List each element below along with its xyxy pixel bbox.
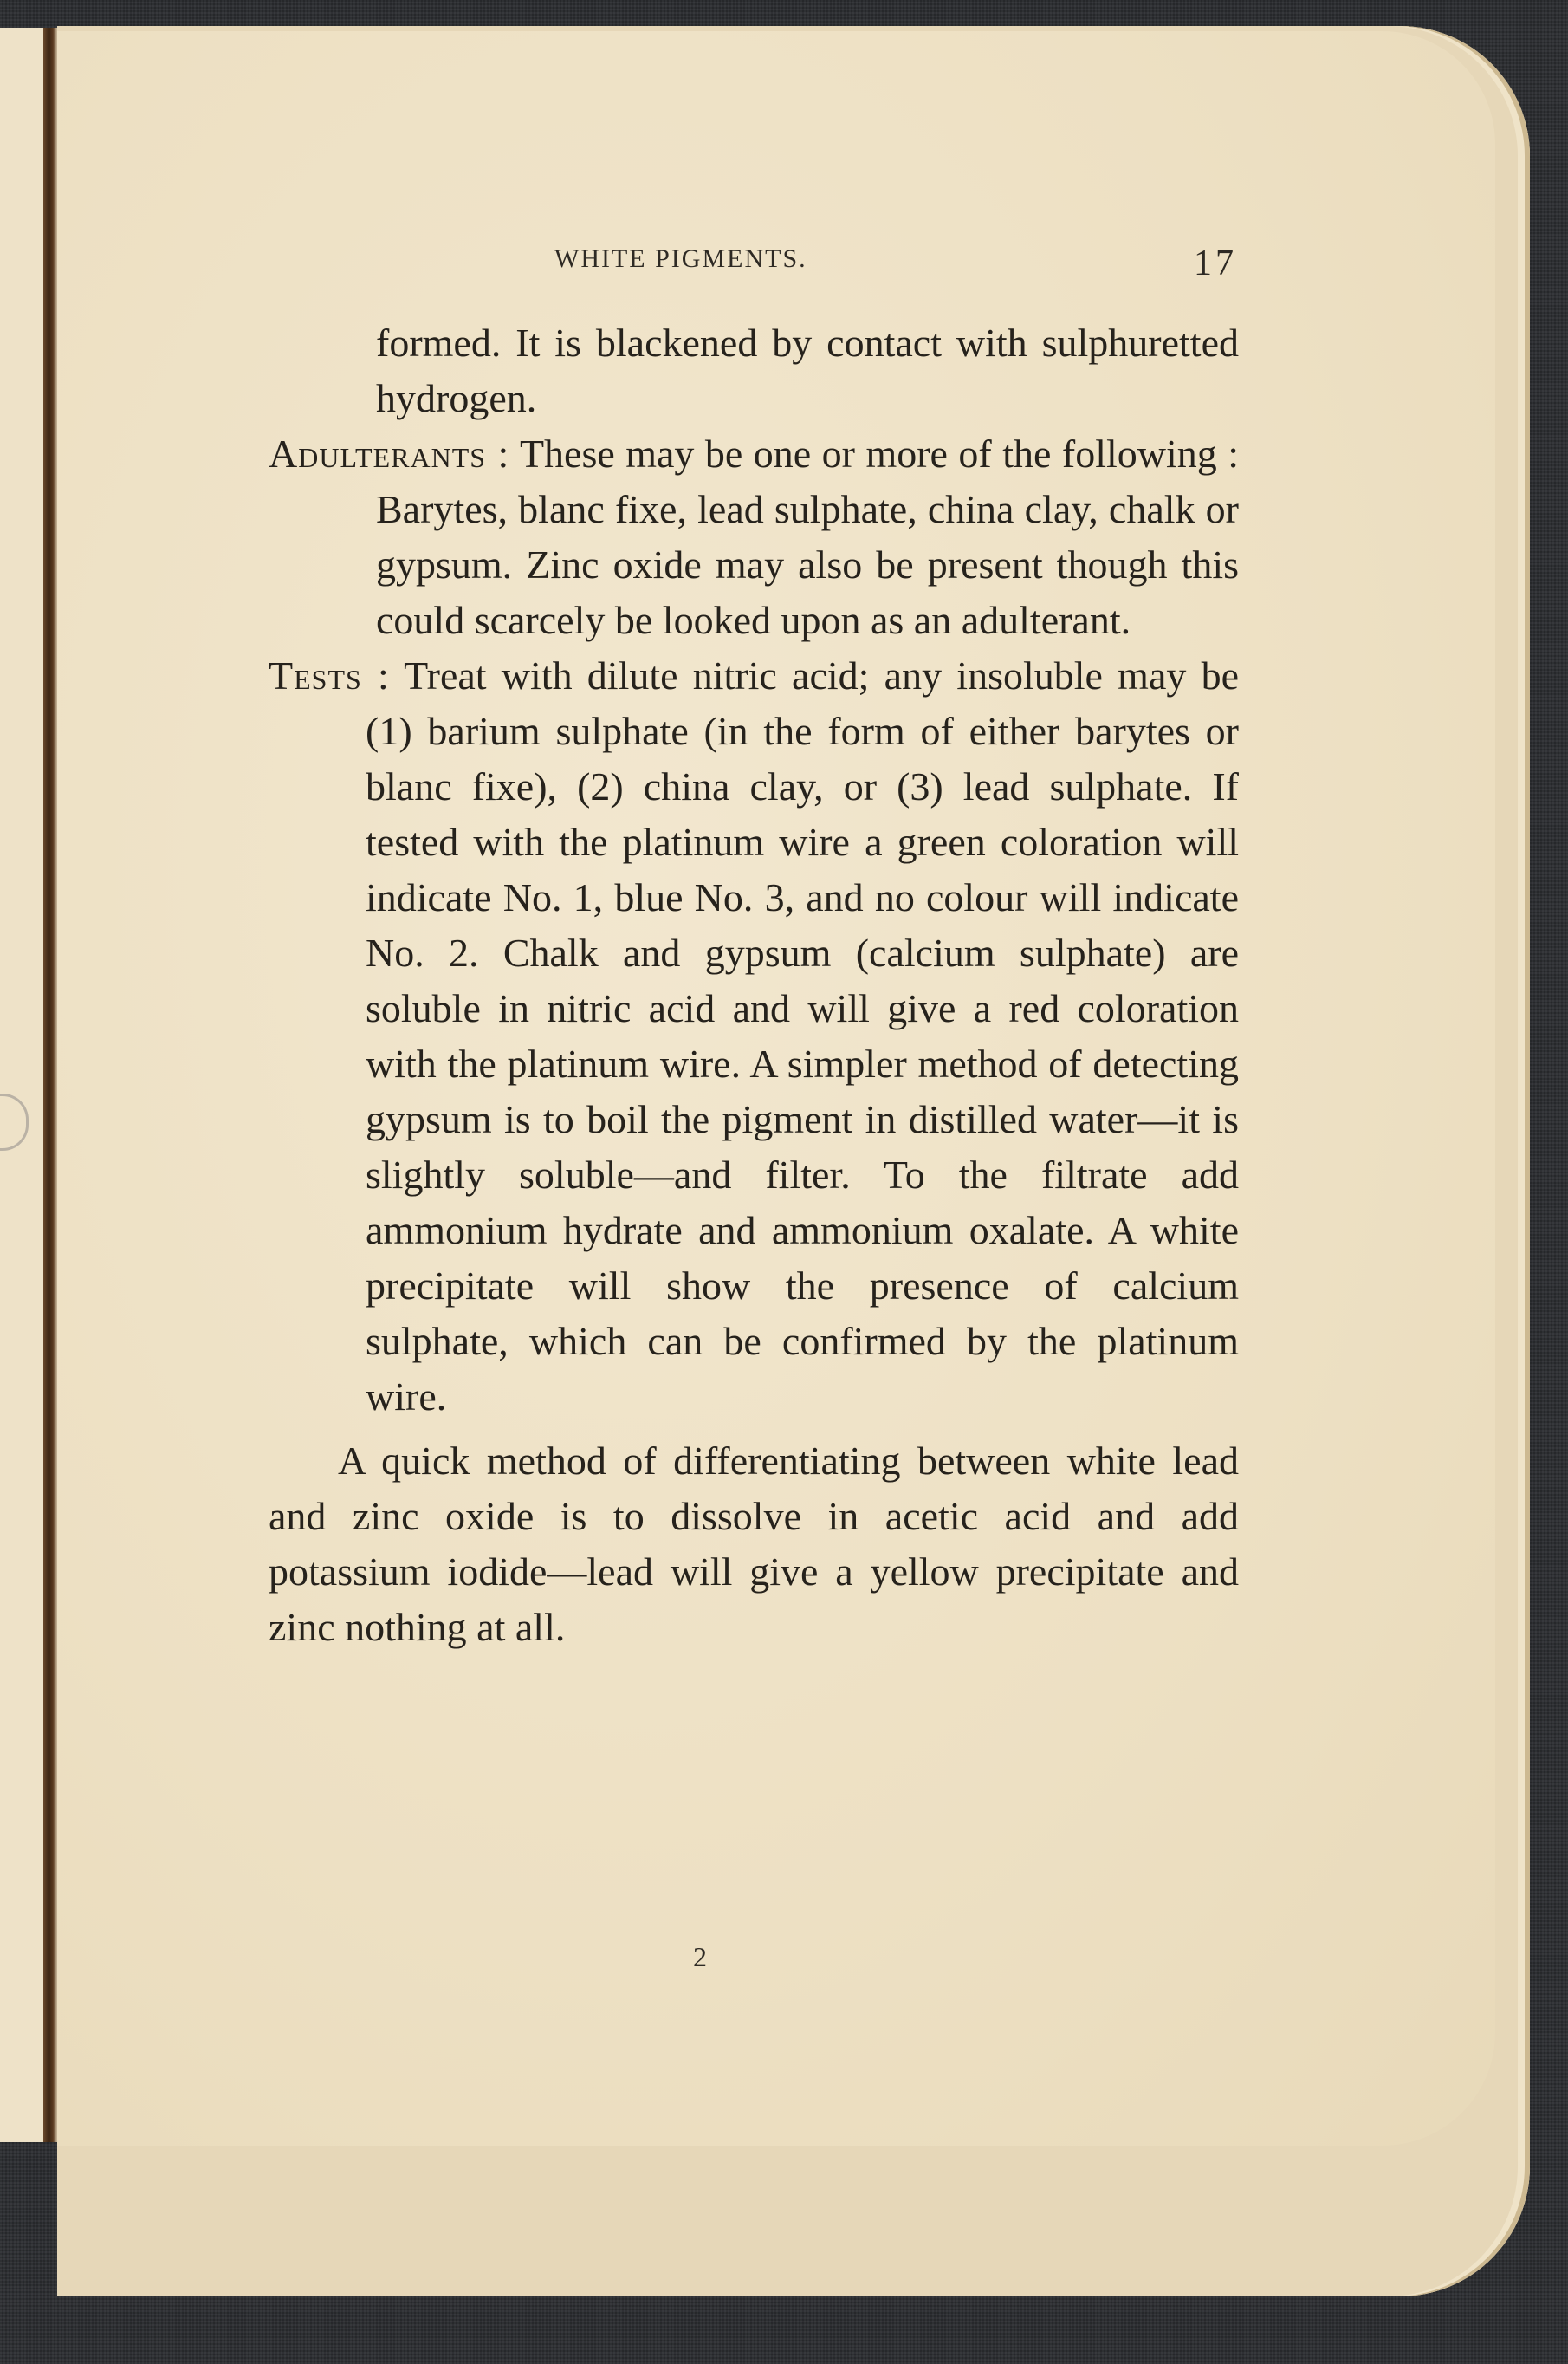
pencil-mark xyxy=(0,1094,29,1151)
adulterants-label: Adulterants : xyxy=(269,432,510,476)
closing-paragraph: A quick method of differentiating between white lead and zinc oxide is to dissolve in acetic acid and add potassium iodide—lead will give a yellow precipitate and zinc nothing at all. xyxy=(269,1439,1239,1649)
continuation-paragraph: formed. It is blackened by contact with sulphuretted hydrogen. xyxy=(376,321,1239,420)
tests-entry xyxy=(269,648,1239,1425)
page-header xyxy=(554,234,1247,286)
body-text xyxy=(269,315,1239,1655)
adulterants-text: These may be one or more of the following : Barytes, blanc fixe, lead sulphate, china clay, chalk or gypsum. Zinc oxide may also be present though this could scarcely be looked upon as an adulterant. xyxy=(376,432,1240,642)
facing-page-edge xyxy=(0,28,43,2142)
page-number: 17 xyxy=(1194,244,1237,283)
tests-text: Treat with dilute nitric acid; any insoluble may be (1) barium sulphate (in the form of either barytes or blanc fixe), (2) china clay, or (3) lead sulphate. If tested with the platinum wire a green coloration will indicate No. 1, blue No. 3, and no colour will indicate No. 2. Chalk and gypsum (calcium sulphate) are soluble in nitric acid and will give a red coloration with the platinum wire. A simpler method of detecting gypsum is to boil the pigment in distilled water—it is slightly soluble—and filter. To the filtrate add ammonium hydrate and ammonium oxalate. A white precipitate will show the presence of calcium sulphate, which can be confirmed by the platinum wire. xyxy=(366,653,1239,1419)
adulterants-entry xyxy=(269,426,1239,648)
signature-mark: 2 xyxy=(693,1941,707,1972)
book-gutter xyxy=(43,28,57,2142)
tests-label: Tests : xyxy=(269,653,390,698)
running-head: WHITE PIGMENTS. xyxy=(554,244,807,273)
